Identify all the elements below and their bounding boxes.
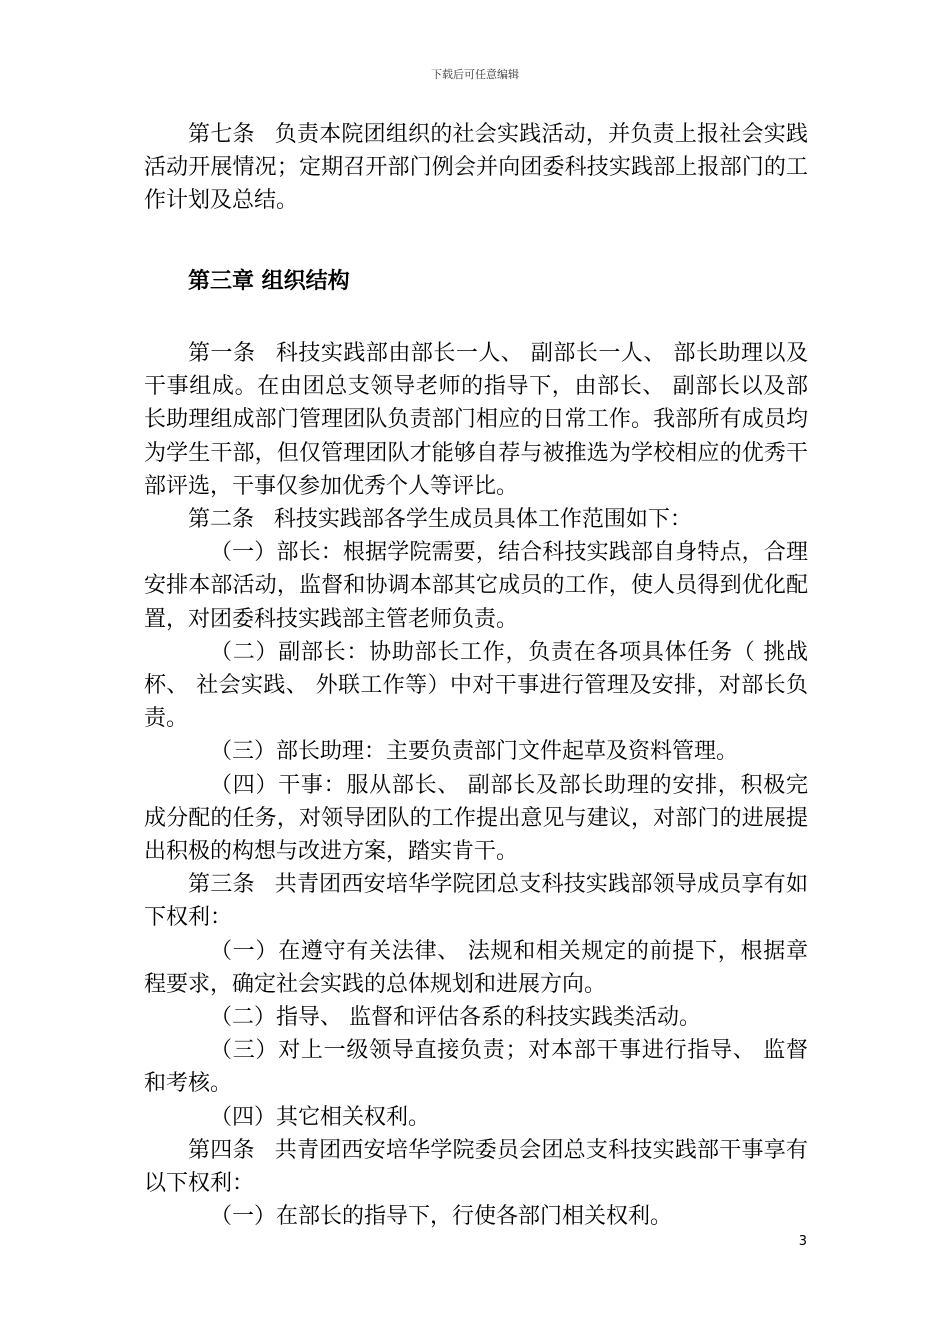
article-paragraph [144, 503, 808, 536]
page-number: 3 [798, 1234, 807, 1249]
header-note: 下载后可任意编辑 [431, 68, 519, 81]
article-number: 第三条 [188, 872, 255, 898]
article-paragraph [144, 1134, 808, 1200]
chapter-title: 第三章 组织结构 [188, 269, 350, 294]
chapter-body [144, 337, 808, 1233]
article-paragraph [144, 769, 808, 869]
article-text: （二）副部长：协助部长工作，负责在各项具体任务（ 挑战杯、 社会实践、 外联工作等）中对干事进行管理及安排，对部长负责。 [144, 639, 808, 732]
article-number: 第一条 [188, 341, 256, 366]
article-paragraph [144, 1200, 808, 1233]
article-text: （一）在遵守有关法律、 法规和相关规定的前提下，根据章程要求，确定社会实践的总体规划和进展方向。 [144, 938, 808, 997]
article-number: 第四条 [188, 1137, 255, 1163]
article-paragraph [144, 337, 808, 503]
article-text: （一）在部长的指导下，行使各部门相关权利。 [210, 1204, 673, 1230]
article-paragraph [144, 1101, 808, 1134]
article-text: 科技实践部各学生成员具体工作范围如下： [273, 507, 692, 533]
article-paragraph [144, 636, 808, 736]
article-paragraph [144, 118, 808, 218]
article-paragraph [144, 735, 808, 768]
article-text: （一）部长：根据学院需要，结合科技实践部自身特点，合理安排本部活动，监督和协调本部其它成员的工作，使人员得到优化配置，对团委科技实践部主管老师负责。 [144, 540, 808, 632]
article-paragraph [144, 1001, 808, 1034]
article-text: 负责本院团组织的社会实践活动，并负责上报社会实践活动开展情况；定期召开部门例会并向团委科技实践部上报部门的工作计划及总结。 [144, 122, 808, 214]
article-text: （三）部长助理：主要负责部门文件起草及资料管理。 [210, 739, 739, 765]
article-text: （四）其它相关权利。 [210, 1104, 431, 1130]
article-text: （四）干事：服从部长、 副部长及部长助理的安排，积极完成分配的任务，对领导团队的工作提出意见与建议，对部门的进展提出积极的构想与改进方案，踏实肯干。 [144, 772, 808, 865]
article-paragraph [144, 1034, 808, 1100]
article-text: （二）指导、 监督和评估各系的科技实践类活动。 [210, 1005, 701, 1031]
article-number: 第二条 [188, 507, 255, 533]
article-paragraph [144, 536, 808, 636]
article-text: 共青团西安培华学院委员会团总支科技实践部干事享有以下权利： [144, 1137, 808, 1197]
article-number: 第七条 [188, 122, 255, 147]
article-text: （三）对上一级领导直接负责；对本部干事进行指导、 监督和考核。 [144, 1038, 808, 1097]
article-text: 科技实践部由部长一人、 副部长一人、 部长助理以及干事组成。在由团总支领导老师的指导下，由部长、 副部长以及部长助理组成部门管理团队负责部门相应的日常工作。我部所有成员均为学生干部，但仅管理团队才能够自荐与被推选为学校相应的优秀干部评选，干事仅参加优秀个人等评比。 [144, 341, 808, 499]
article-paragraph [144, 935, 808, 1001]
article-text: 共青团西安培华学院团总支科技实践部领导成员享有如下权利： [144, 872, 808, 931]
article-paragraph [144, 868, 808, 934]
intro-section [144, 118, 808, 218]
